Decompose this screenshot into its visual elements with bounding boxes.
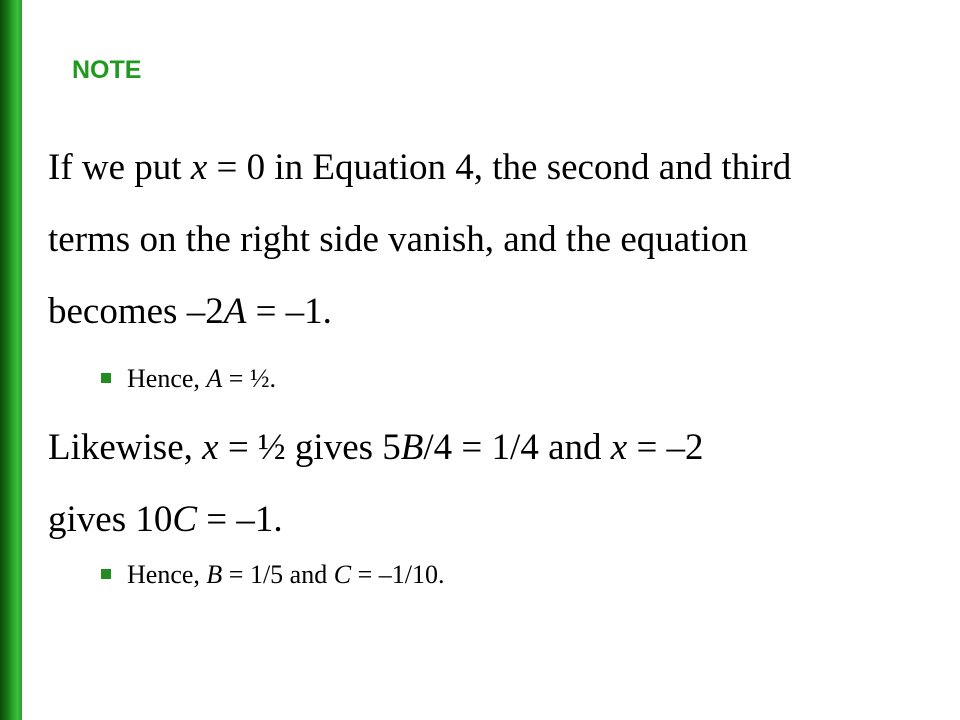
paragraph-likewise: [48, 412, 704, 556]
paragraph-line: becomes –2A = –1.: [48, 291, 332, 332]
paragraph-line: Likewise, x = ½ gives 5B/4 = 1/4 and x = –2: [48, 427, 704, 468]
paragraph-line: terms on the right side vanish, and the equation: [48, 219, 748, 260]
paragraph-line: If we put x = 0 in Equation 4, the second and third: [48, 147, 792, 188]
paragraph-line: gives 10C = –1.: [48, 499, 283, 540]
left-accent-bar: [0, 0, 22, 720]
square-bullet-icon: [101, 373, 111, 383]
square-bullet-icon: [101, 569, 111, 579]
paragraph-equation-4: [48, 132, 791, 348]
note-label: NOTE: [72, 56, 142, 84]
bullet-hence-b-c: Hence, B = 1/5 and C = –1/10.: [101, 560, 444, 590]
bullet-hence-a: Hence, A = ½.: [101, 364, 276, 394]
